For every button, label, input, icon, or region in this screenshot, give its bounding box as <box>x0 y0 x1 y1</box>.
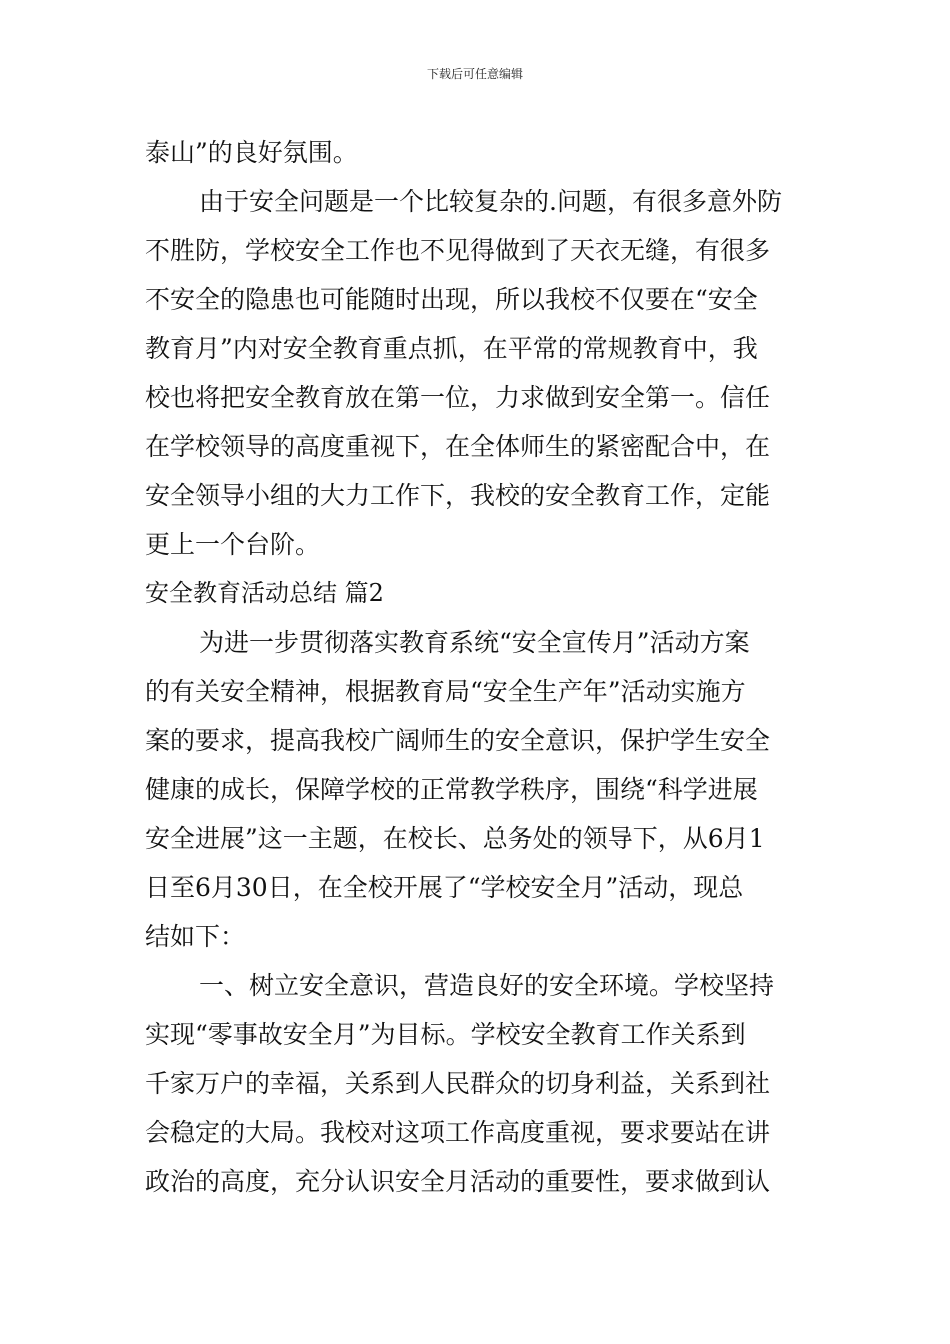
text-line: 不安全的隐患也可能随时出现，所以我校不仅要在“安全 <box>145 285 758 314</box>
text-line: 实现“零事故安全月”为目标。学校安全教育工作关系到 <box>145 1020 746 1049</box>
text-line: 由于安全问题是一个比较复杂的.问题，有很多意外防 <box>199 187 782 216</box>
text-line: 不胜防，学校安全工作也不见得做到了天衣无缝，有很多 <box>145 236 771 265</box>
text-line: 的有关安全精神，根据教育局“安全生产年”活动实施方 <box>145 677 746 706</box>
text-line: 为进一步贯彻落实教育系统“安全宣传月”活动方案 <box>199 628 750 657</box>
text-line: 案的要求，提高我校广阔师生的安全意识，保护学生安全 <box>145 726 771 755</box>
text-line: 会稳定的大局。我校对这项工作高度重视，要求要站在讲 <box>145 1118 771 1147</box>
text-line: 结如下： <box>145 922 246 951</box>
text-line: 安全进展”这一主题，在校长、总务处的领导下，从6月1 <box>145 824 765 853</box>
document-body <box>145 128 810 1206</box>
text-line: 千家万户的幸福，关系到人民群众的切身利益，关系到社 <box>145 1069 771 1098</box>
text-line: 安全领导小组的大力工作下，我校的安全教育工作，定能 <box>145 481 771 510</box>
text-line: 泰山”的良好氛围。 <box>145 138 358 167</box>
text-line: 更上一个台阶。 <box>145 530 321 559</box>
text-line: 健康的成长，保障学校的正常教学秩序，围绕“科学进展 <box>145 775 758 804</box>
page-header: 下载后可任意编辑 <box>426 67 523 81</box>
text-line: 日至6月30日，在全校开展了“学校安全月”活动，现总 <box>145 873 744 902</box>
section-heading: 安全教育活动总结 篇2 <box>145 579 384 607</box>
text-line: 校也将把安全教育放在第一位，力求做到安全第一。信任 <box>145 383 771 412</box>
text-line: 一、树立安全意识，营造良好的安全环境。学校坚持 <box>199 971 775 1000</box>
text-line: 教育月”内对安全教育重点抓，在平常的常规教育中，我 <box>145 334 758 363</box>
text-line: 政治的高度，充分认识安全月活动的重要性，要求做到认 <box>145 1167 771 1196</box>
text-line: 在学校领导的高度重视下，在全体师生的紧密配合中，在 <box>145 432 771 461</box>
